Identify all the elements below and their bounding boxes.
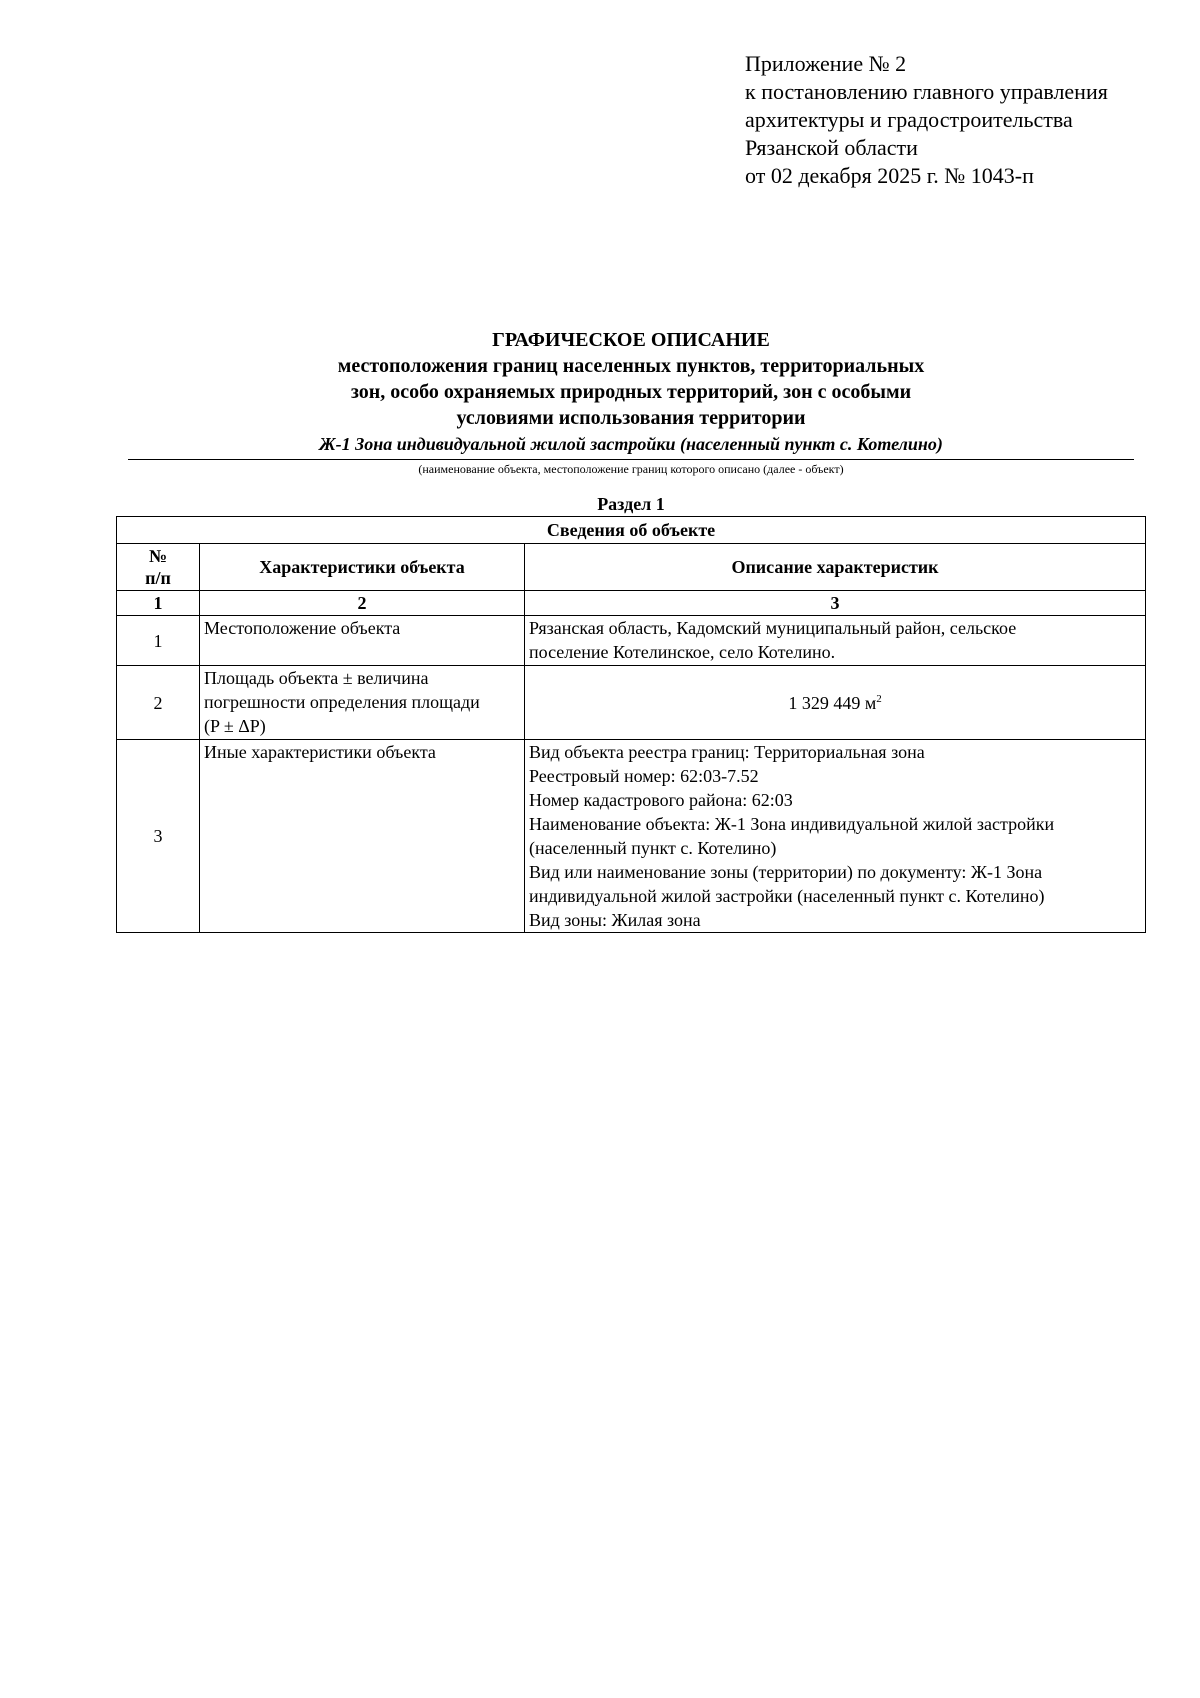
row-description-line: поселение Котелинское, село Котелино.: [529, 642, 836, 662]
column-number: 2: [200, 591, 525, 616]
row-characteristic: [200, 740, 525, 933]
appendix-header: [745, 50, 1108, 190]
section-title: Раздел 1: [597, 494, 665, 514]
row-description-line: Реестровый номер: 62:03-7.52: [529, 766, 759, 786]
table-row: [117, 666, 1146, 740]
table-caption-row: [117, 517, 1146, 544]
row-characteristic-line: Площадь объекта ± величина: [204, 668, 429, 688]
row-description-line: Рязанская область, Кадомский муниципальный район, сельское: [529, 618, 1017, 638]
title-main: ГРАФИЧЕСКОЕ ОПИСАНИЕ: [492, 329, 770, 351]
title-line: местоположения границ населенных пунктов, территориальных: [337, 355, 925, 377]
object-name-underline: [128, 459, 1134, 460]
row-characteristic-line: Иные характеристики объекта: [204, 742, 436, 762]
row-number: 3: [117, 740, 200, 933]
area-value-cell: [525, 666, 1146, 740]
appendix-line: архитектуры и градостроительства: [745, 107, 1073, 132]
appendix-line: Рязанской области: [745, 135, 918, 160]
object-name-caption: (наименование объекта, местоположение границ которого описано (далее - объект): [418, 462, 844, 476]
row-characteristic: [200, 616, 525, 666]
appendix-date-line: от 02 декабря 2025 г. № 1043-п: [745, 163, 1034, 188]
header-description: Описание характеристик: [525, 544, 1146, 591]
row-description-line: Вид объекта реестра границ: Территориальная зона: [529, 742, 925, 762]
row-number: 2: [117, 666, 200, 740]
object-info-table: [116, 516, 1146, 933]
row-description-line: Наименование объекта: Ж-1 Зона индивидуальной жилой застройки: [529, 814, 1055, 834]
column-number: 1: [117, 591, 200, 616]
area-value: 1 329 449 м: [788, 692, 877, 713]
table-row: [117, 616, 1146, 666]
object-name: Ж-1 Зона индивидуальной жилой застройки (населенный пункт с. Котелино): [319, 434, 943, 454]
row-description-line: Вид зоны: Жилая зона: [529, 910, 701, 930]
header-number: [117, 544, 200, 591]
table-caption: Сведения об объекте: [117, 517, 1146, 544]
column-number-row: [117, 591, 1146, 616]
appendix-line: Приложение № 2: [745, 51, 907, 76]
table-header-row: [117, 544, 1146, 591]
area-unit-superscript: 2: [876, 692, 882, 705]
header-number-line2: п/п: [145, 568, 171, 588]
title-line: зон, особо охраняемых природных территорий, зон с особыми: [350, 381, 912, 403]
appendix-line: к постановлению главного управления: [745, 79, 1108, 104]
title-line: условиями использования территории: [456, 407, 806, 429]
header-number-line1: №: [148, 546, 168, 566]
row-description: [525, 616, 1146, 666]
row-characteristic-line: (P ± ΔP): [204, 716, 266, 736]
row-description-line: индивидуальной жилой застройки (населенный пункт с. Котелино): [529, 886, 1045, 906]
row-characteristic: [200, 666, 525, 740]
row-number: 1: [117, 616, 200, 666]
row-description-line: (населенный пункт с. Котелино): [529, 838, 777, 858]
row-characteristic-line: Местоположение объекта: [204, 618, 401, 638]
document-title: [0, 327, 1200, 431]
table-row: [117, 740, 1146, 933]
column-number: 3: [525, 591, 1146, 616]
header-characteristics: Характеристики объекта: [200, 544, 525, 591]
row-description-line: Вид или наименование зоны (территории) по документу: Ж-1 Зона: [529, 862, 1043, 882]
row-characteristic-line: погрешности определения площади: [204, 692, 480, 712]
row-description-line: Номер кадастрового района: 62:03: [529, 790, 793, 810]
row-description: [525, 740, 1146, 933]
